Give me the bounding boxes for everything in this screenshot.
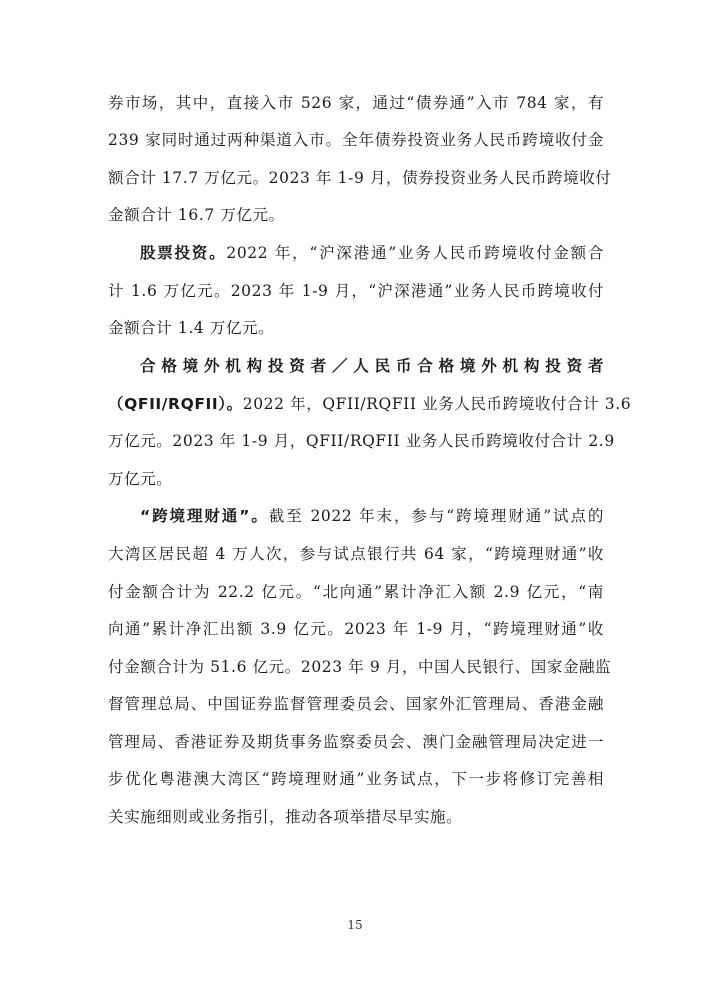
paragraph-4-heading: “跨境理财通”。 bbox=[140, 507, 269, 525]
paragraph-4-line-1 bbox=[140, 501, 604, 531]
paragraph-3-line-3: 万亿元。2023 年 1-9 月，QFII/RQFII 业务人民币跨境收付合计 2.9 bbox=[108, 432, 615, 450]
paragraph-4-line-1-text: 截至 2022 年末，参与“跨境理财通”试点的 bbox=[268, 507, 604, 525]
paragraph-4-line-4: 向通”累计净汇出额 3.9 亿元。2023 年 1-9 月，“跨境理财通”收 bbox=[108, 620, 604, 638]
paragraph-4-line-7: 管理局、香港证券及期货事务监察委员会、澳门金融管理局决定进一 bbox=[108, 733, 604, 751]
paragraph-3-heading-line-2: （QFII/RQFII）。 bbox=[108, 395, 243, 413]
paragraph-1-line-1: 券市场，其中，直接入市 526 家，通过“债券通”入市 784 家，有 bbox=[108, 94, 604, 112]
paragraph-2-heading: 股票投资。 bbox=[140, 244, 227, 262]
paragraph-1-line-4: 金额合计 16.7 万亿元。 bbox=[108, 206, 285, 224]
paragraph-2-line-1 bbox=[140, 238, 604, 268]
paragraph-2-line-2: 计 1.6 万亿元。2023 年 1-9 月，“沪深港通”业务人民币跨境收付 bbox=[108, 282, 604, 300]
paragraph-4-line-6: 督管理总局、中国证券监督管理委员会、国家外汇管理局、香港金融 bbox=[108, 695, 604, 713]
paragraph-1-line-3: 额合计 17.7 万亿元。2023 年 1-9 月，债券投资业务人民币跨境收付 bbox=[108, 169, 612, 187]
paragraph-4-line-5: 付金额合计为 51.6 亿元。2023 年 9 月，中国人民银行、国家金融监 bbox=[108, 658, 612, 676]
paragraph-3-line-2-text: 2022 年，QFII/RQFII 业务人民币跨境收付合计 3.6 bbox=[242, 395, 632, 413]
paragraph-4-line-9: 关实施细则或业务指引，推动各项举措尽早实施。 bbox=[108, 808, 463, 826]
paragraph-2-line-3: 金额合计 1.4 万亿元。 bbox=[108, 319, 275, 337]
paragraph-1-line-2: 239 家同时通过两种渠道入市。全年债券投资业务人民币跨境收付金 bbox=[108, 131, 604, 149]
paragraph-3-line-2 bbox=[108, 389, 632, 419]
paragraph-3-heading-line-1: 合格境外机构投资者／人民币合格境外机构投资者 bbox=[140, 357, 604, 375]
paragraph-3-line-4: 万亿元。 bbox=[108, 470, 173, 488]
paragraph-4-line-8: 步优化粤港澳大湾区“跨境理财通”业务试点，下一步将修订完善相 bbox=[108, 770, 604, 788]
paragraph-2-line-1-text: 2022 年，“沪深港通”业务人民币跨境收付金额合 bbox=[226, 244, 604, 262]
paragraph-4-line-3: 付金额合计为 22.2 亿元。“北向通”累计净汇入额 2.9 亿元，“南 bbox=[108, 583, 604, 601]
paragraph-4-line-2: 大湾区居民超 4 万人次，参与试点银行共 64 家，“跨境理财通”收 bbox=[108, 545, 604, 563]
page-number: 15 bbox=[347, 918, 363, 932]
